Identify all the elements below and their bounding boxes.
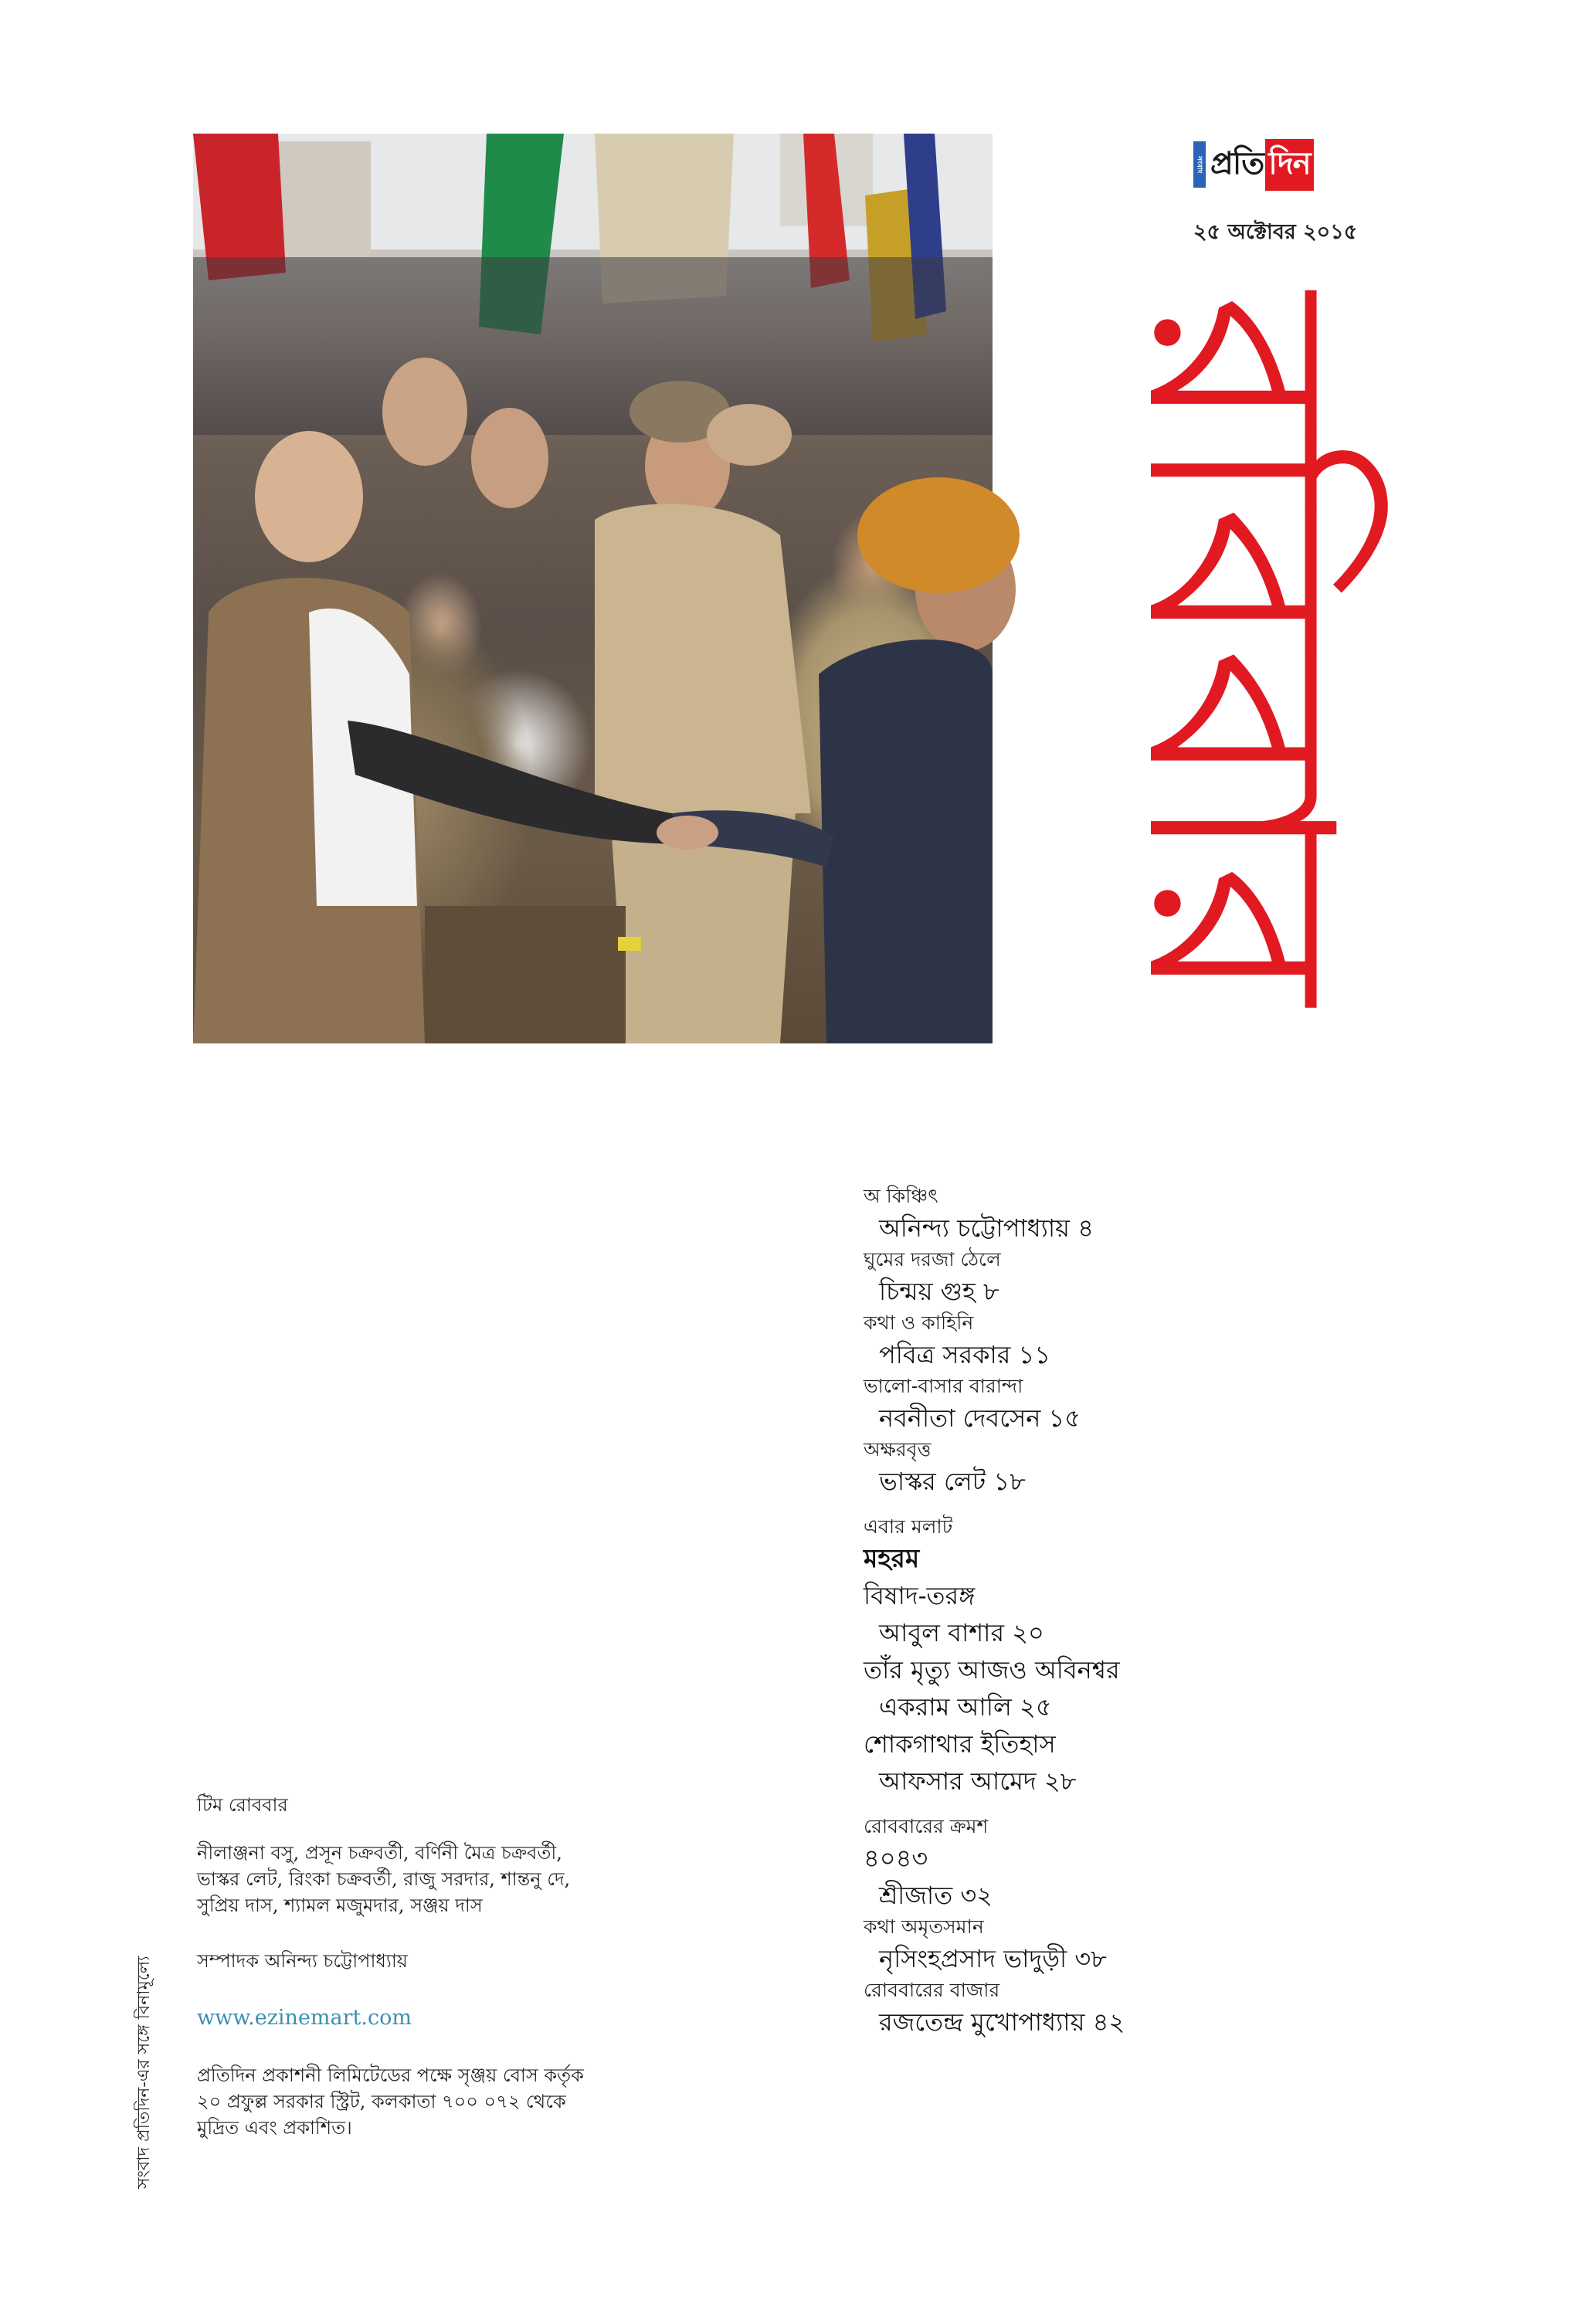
credits-block bbox=[197, 1792, 630, 2141]
nectar-author: নৃসিংহপ্রসাদ ভাদুড়ী ৩৮ bbox=[879, 1944, 1107, 1973]
cover-story-author: একরাম আলি ২৫ bbox=[879, 1692, 1052, 1722]
publisher-line: মুদ্রিত এবং প্রকাশিত। bbox=[197, 2117, 352, 2139]
toc-section: ঘুমের দরজা ঠেলে bbox=[864, 1248, 1001, 1271]
toc-item bbox=[864, 1310, 1265, 1373]
toc-entry: চিন্ময় গুহ ৮ bbox=[879, 1277, 999, 1306]
toc-entry: নবনীতা দেবসেন ১৫ bbox=[879, 1403, 1081, 1433]
cover-story-author: আফসার আমেদ ২৮ bbox=[879, 1766, 1077, 1796]
cover-story-headline: শোকগাথার ইতিহাস bbox=[864, 1729, 1056, 1759]
serial-section-label: রোববারের ক্রমশ bbox=[864, 1815, 989, 1837]
toc-section: কথা ও কাহিনি bbox=[864, 1311, 974, 1334]
cover-story-headline: বিষাদ-তরঙ্গ bbox=[864, 1581, 976, 1610]
issue-date: ২৫ অক্টোবর ২০১৫ bbox=[1193, 220, 1358, 244]
logo-text-part2: দিন bbox=[1265, 139, 1313, 191]
toc-item bbox=[864, 1183, 1265, 1247]
website-link[interactable]: www.ezinemart.com bbox=[197, 2006, 412, 2030]
team-members-line: নীলাঞ্জনা বসু, প্রসূন চক্রবর্তী, বর্ণিনী মৈত্র চক্রবর্তী, bbox=[197, 1842, 562, 1864]
market-author: রজতেন্দ্র মুখোপাধ্যায় ৪২ bbox=[879, 2007, 1125, 2037]
newspaper-logo bbox=[1193, 141, 1340, 188]
cover-section-label: এবার মলাট bbox=[864, 1515, 953, 1538]
table-of-contents bbox=[864, 1183, 1265, 2041]
team-members-line: সুপ্রিয় দাস, শ্যামল মজুমদার, সঞ্জয় দাস bbox=[197, 1895, 483, 1916]
nectar-section-label: কথা অমৃতসমান bbox=[864, 1915, 984, 1938]
toc-entry: ভাস্কর লেট ১৮ bbox=[879, 1467, 1026, 1496]
toc-entry: পবিত্র সরকার ১১ bbox=[879, 1340, 1051, 1369]
editor-credit: সম্পাদক অনিন্দ্য চট্টোপাধ্যায় bbox=[197, 1950, 408, 1972]
logo-side-label: সংবাদ bbox=[1193, 141, 1206, 188]
cover-photo bbox=[193, 134, 993, 1043]
serial-author: শ্রীজাত ৩২ bbox=[879, 1881, 993, 1910]
team-members bbox=[197, 1840, 630, 1919]
toc-section: ভালো-বাসার বারান্দা bbox=[864, 1375, 1023, 1397]
toc-item bbox=[864, 1373, 1265, 1437]
toc-item bbox=[864, 1437, 1265, 1500]
publisher-line: প্রতিদিন প্রকাশনী লিমিটেডের পক্ষে সৃঞ্জয় বোস কর্তৃক bbox=[197, 2064, 584, 2086]
masthead-text: রবিবার bbox=[1091, 293, 1387, 1005]
toc-item bbox=[864, 1247, 1265, 1310]
cover-story-headline: তাঁর মৃত্যু আজও অবিনশ্বর bbox=[864, 1655, 1120, 1684]
toc-entry: অনিন্দ্য চট্টোপাধ্যায় ৪ bbox=[879, 1213, 1094, 1243]
publisher-line: ২০ প্রফুল্ল সরকার স্ট্রিট, কলকাতা ৭০০ ০৭২ থেকে bbox=[197, 2091, 566, 2112]
market-section-label: রোববারের বাজার bbox=[864, 1979, 1000, 2001]
toc-section: অক্ষরবৃত্ত bbox=[864, 1438, 932, 1461]
masthead-title bbox=[1091, 278, 1429, 1174]
crowd-photo-icon bbox=[193, 134, 993, 1043]
serial-title: ৪০৪৩ bbox=[864, 1844, 928, 1873]
logo-wordmark bbox=[1206, 141, 1318, 188]
team-members-line: ভাস্কর লেট, রিংকা চক্রবর্তী, রাজু সরদার, শান্তনু দে, bbox=[197, 1868, 571, 1890]
cover-feature-title: মহরম bbox=[864, 1543, 920, 1573]
cover-story-author: আবুল বাশার ২০ bbox=[879, 1618, 1044, 1647]
toc-section: অ কিঞ্চিৎ bbox=[864, 1185, 938, 1207]
free-supplement-note: সংবাদ প্রতিদিন-এর সঙ্গে বিনামূল্যে bbox=[134, 1956, 154, 2189]
logo-text-part1: প্রতি bbox=[1210, 139, 1264, 191]
publisher-imprint bbox=[197, 2062, 630, 2141]
team-title: টিম রোববার bbox=[197, 1794, 288, 1816]
